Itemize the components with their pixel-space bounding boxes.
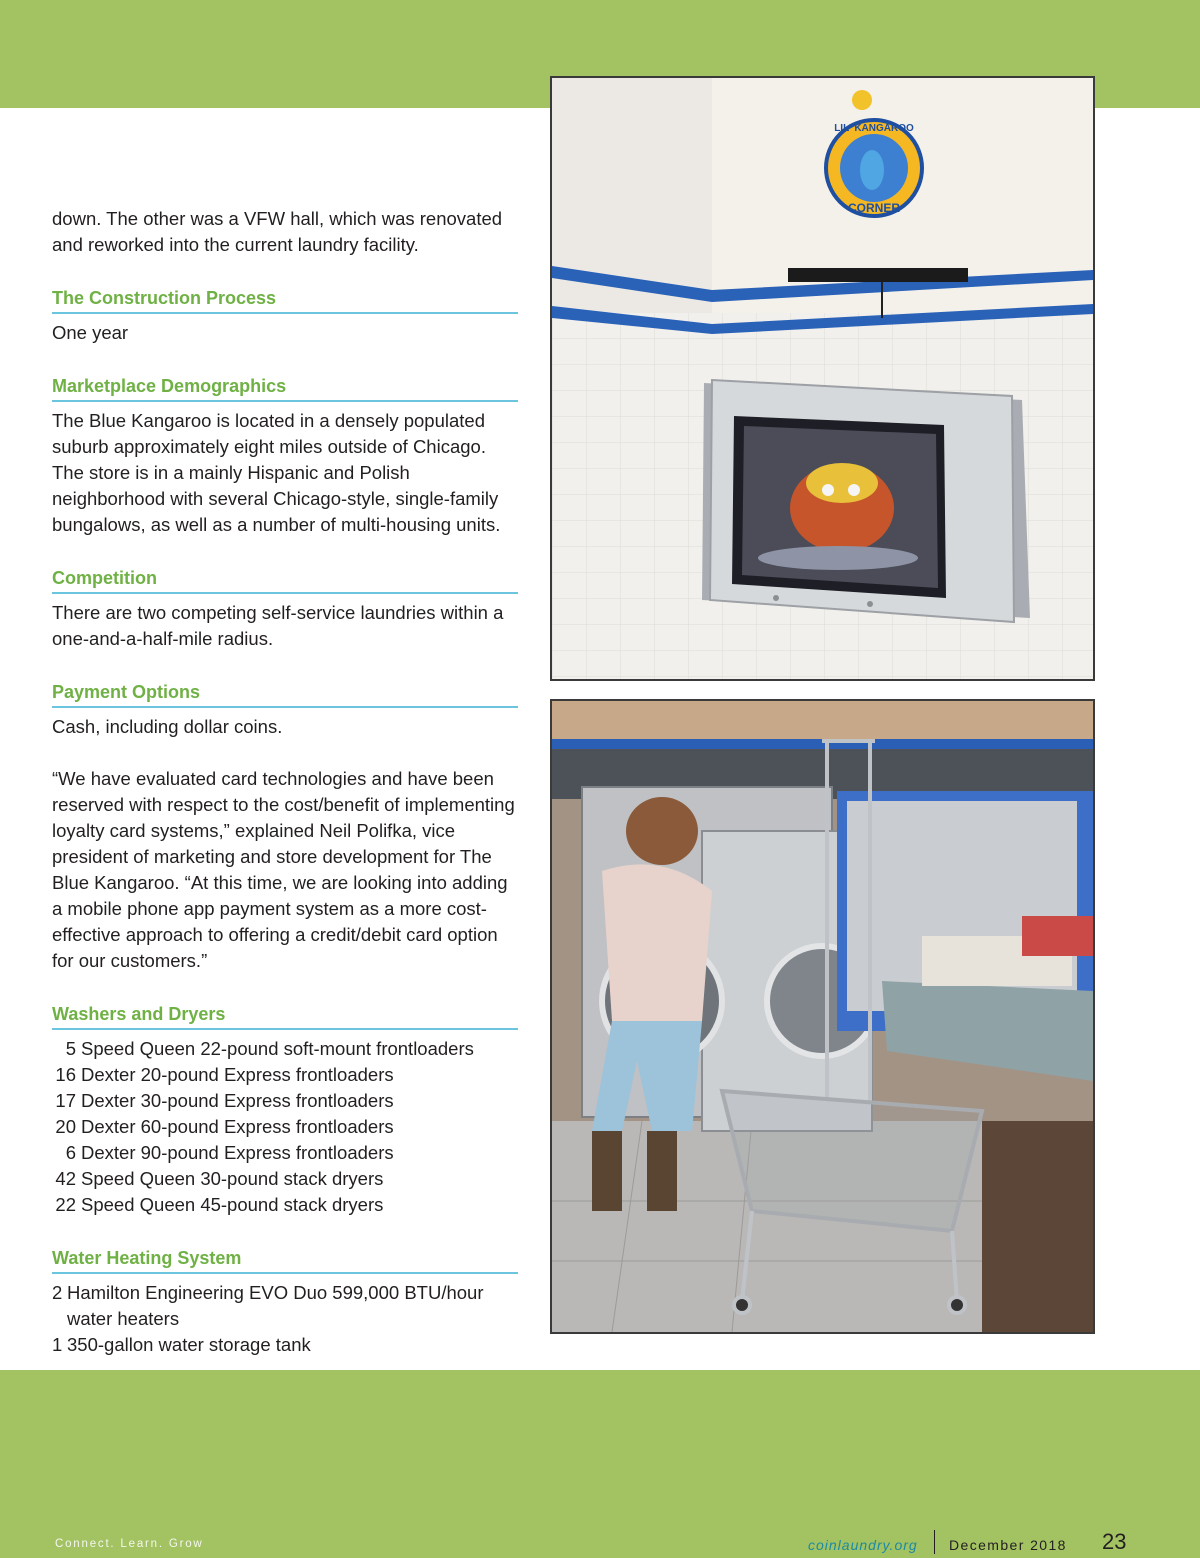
item-text: Dexter 20-pound Express frontloaders	[81, 1064, 394, 1085]
list-item	[52, 1088, 522, 1114]
item-text: 350-gallon water storage tank	[67, 1334, 311, 1355]
list-item	[52, 1062, 522, 1088]
laundromat-photo	[550, 699, 1095, 1334]
section-construction	[52, 286, 522, 346]
section-heading: Water Heating System	[52, 1246, 518, 1274]
footer-issue-date: December 2018	[949, 1537, 1067, 1553]
section-text: Cash, including dollar coins.	[52, 716, 283, 737]
quote-paragraph: “We have evaluated card technologies and have been reserved with respect to the cost/benefit of implementing loyalty card systems,” explained Neil Polifka, vice president of marketing and store development for The Blue Kangaroo. “At this time, we are looking into adding a mobile phone app payment system as a more cost-effective approach to offering a credit/debit card option for our customers.”	[52, 768, 515, 971]
section-competition	[52, 566, 522, 652]
section-heading: Washers and Dryers	[52, 1002, 518, 1030]
item-count: 6	[65, 1142, 76, 1163]
section-demographics	[52, 374, 522, 538]
list-item	[52, 1280, 522, 1332]
item-text: Speed Queen 45-pound stack dryers	[81, 1194, 384, 1215]
tv-icon	[702, 380, 1030, 622]
section-washers	[52, 1002, 522, 1218]
footer-tagline: Connect. Learn. Grow	[55, 1538, 204, 1550]
footer-website-link[interactable]: coinlaundry.org	[808, 1537, 918, 1553]
item-count: 16	[55, 1064, 76, 1085]
tv-photo	[550, 76, 1095, 681]
list-item	[52, 1114, 522, 1140]
section-text: The Blue Kangaroo is located in a densely populated suburb approximately eight miles outside of Chicago. The store is in a mainly Hispanic and Polish neighborhood with several Chicago-style, single-family bungalows, as well as a number of multi-housing units.	[52, 410, 501, 535]
item-text: Speed Queen 30-pound stack dryers	[81, 1168, 384, 1189]
section-heading: Marketplace Demographics	[52, 374, 518, 402]
page-number: 23	[1102, 1529, 1127, 1554]
logo-bottom-text: CORNER	[847, 201, 901, 215]
item-text: Dexter 60-pound Express frontloaders	[81, 1116, 394, 1137]
footer-divider	[934, 1530, 935, 1554]
section-heading: The Construction Process	[52, 286, 518, 314]
article-column	[52, 206, 522, 1358]
item-count: 1	[52, 1334, 63, 1355]
list-item	[52, 1166, 522, 1192]
item-text: Speed Queen 22-pound soft-mount frontloaders	[81, 1038, 474, 1059]
bottom-color-band	[0, 1370, 1200, 1558]
logo-top-text: LIL' KANGAROO	[834, 123, 914, 134]
item-text: Dexter 30-pound Express frontloaders	[81, 1090, 394, 1111]
item-count: 20	[55, 1116, 76, 1137]
item-text: Dexter 90-pound Express frontloaders	[81, 1142, 394, 1163]
section-payment	[52, 680, 522, 974]
section-heading: Competition	[52, 566, 518, 594]
item-text: Hamilton Engineering EVO Duo 599,000 BTU/hour water heaters	[67, 1282, 484, 1329]
section-water-heating	[52, 1246, 522, 1358]
section-heading: Payment Options	[52, 680, 518, 708]
list-item	[52, 1140, 522, 1166]
item-count: 5	[65, 1038, 76, 1059]
item-count: 2	[52, 1282, 63, 1303]
intro-paragraph: down. The other was a VFW hall, which was renovated and reworked into the current laundry facility.	[52, 208, 503, 255]
list-item	[52, 1036, 522, 1062]
list-item	[52, 1192, 522, 1218]
section-text: One year	[52, 322, 129, 343]
item-count: 22	[55, 1194, 76, 1215]
list-item	[52, 1332, 522, 1358]
section-text: There are two competing self-service laundries within a one-and-a-half-mile radius.	[52, 602, 504, 649]
item-count: 42	[55, 1168, 76, 1189]
item-count: 17	[55, 1090, 76, 1111]
